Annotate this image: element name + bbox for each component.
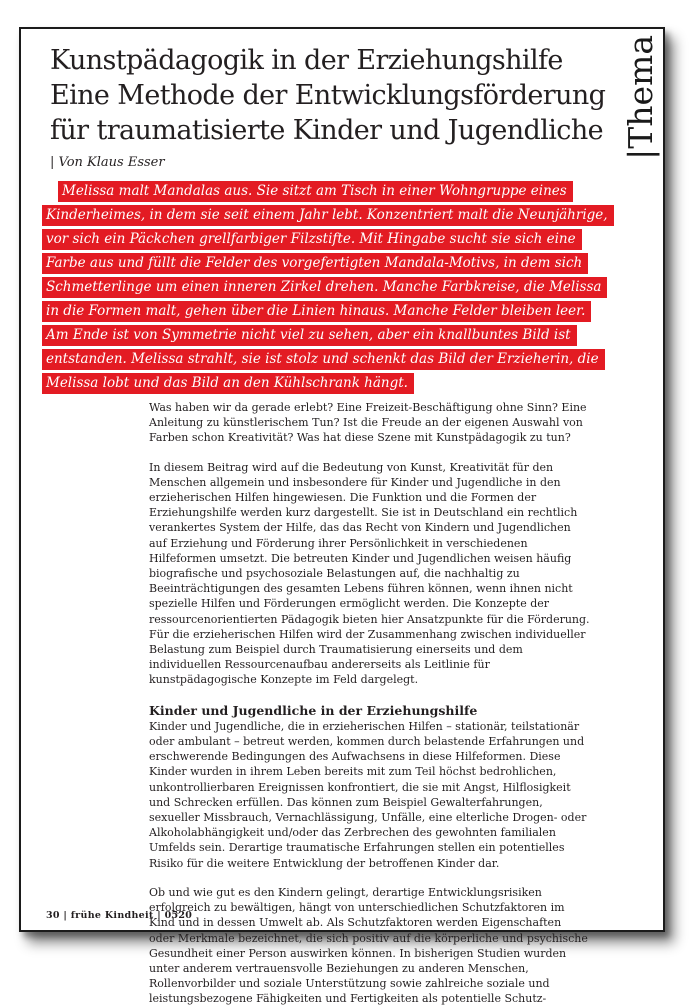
author-byline: | Von Klaus Esser — [50, 155, 165, 170]
title-line-2: Eine Methode der Entwicklungsförderung — [50, 80, 606, 111]
intro-paragraph-2: In diesem Beitrag wird auf die Bedeutung von Kunst, Kreativität für den Menschen allgemein und insbesondere für Kinder und Jugendliche in den erzieherischen Hilfen hingewiesen. Die Funktion und die Formen der Erziehungshilfe werden kurz dargestellt. Sie ist in Deutschland ein rechtlich verankertes System der Hilfe, das das Recht von Kindern und Jugendlichen auf Erziehung und Förderung ihrer Persönlichkeit in verschiedenen Hilfeformen umsetzt. Die betreuten Kinder und Jugendlichen weisen häufig biografische und psychosoziale Belastungen auf, die nachhaltig zu Beeinträchtigungen des gesamten Lebens führen können, wenn ihnen nicht spezielle Hilfen und Förderungen ermöglicht werden. Die Konzepte der ressourcenorientierten Pädagogik bieten hier Ansatzpunkte für die Förderung. Für die erzieherischen Hilfen wird der Zusammenhang zwischen individueller Belastung zum Beispiel durch Traumatisierung einerseits und dem individuellen Ressourcenaufbau andererseits als Leitlinie für kunstpädagogische Konzepte im Feld dargelegt. — [149, 460, 590, 687]
side-label-thema: |Thema — [621, 35, 660, 160]
footer-pagination: 30 | frühe Kindheit | 0520 — [46, 910, 193, 921]
section-heading: Kinder und Jugendliche in der Erziehungshilfe — [149, 702, 478, 718]
masthead — [50, 43, 610, 170]
title-line-3: für traumatisierte Kinder und Jugendliche — [50, 115, 603, 146]
page-title — [50, 43, 610, 148]
body-column — [149, 400, 590, 1006]
magazine-page — [19, 27, 665, 1006]
section-paragraph-2: Ob und wie gut es den Kindern gelingt, derartige Entwicklungsrisiken erfolgreich zu bewältigen, hängt von unterschiedlichen Schutzfaktoren im Kind und in dessen Umwelt ab. Als Schutzfaktoren werden Eigenschaften oder Merkmale bezeichnet, die sich positiv auf die körperliche und psychische Gesundheit einer Person auswirken können. In bisherigen Studien wurden unter anderem vertrauensvolle Beziehungen zu anderen Menschen, Rollenvorbilder und soziale Unterstützung sowie zahlreiche soziale und leistungsbezogene Fähigkeiten und Fertigkeiten als potentielle Schutz- — [149, 885, 588, 1006]
title-line-1: Kunstpädagogik in der Erziehungshilfe — [50, 45, 563, 76]
intro-paragraph-1: Was haben wir da gerade erlebt? Eine Freizeit-Beschäftigung ohne Sinn? Eine Anleitung zu künstlerischem Tun? Ist die Freude an der eigenen Auswahl von Farben schon Kreativität? Was hat diese Szene mit Kunstpädagogik zu tun? — [149, 401, 587, 445]
lead-paragraph-text: Melissa malt Mandalas aus. Sie sitzt am Tisch in einer Wohngruppe eines Kinderheimes, in dem sie seit einem Jahr lebt. Konzentriert malt die Neunjährige, vor sich ein Päckchen grellfarbiger Filzstifte. Mit Hingabe sucht sie sich eine Farbe aus und füllt die Felder des vorgefertigten Mandala-Motivs, in dem sich Schmetterlinge um einen inneren Zirkel drehen. Manche Farbkreise, die Melissa in die Formen malt, gehen über die Linien hinaus. Manche Felder bleiben leer. Am Ende ist von Symmetrie nicht viel zu sehen, aber ein knallbuntes Bild ist entstanden. Melissa strahlt, sie ist stolz und schenkt das Bild der Erzieherin, die Melissa lobt und das Bild an den Kühlschrank hängt. — [42, 181, 614, 394]
lead-paragraph — [42, 179, 610, 395]
section-paragraph-1: Kinder und Jugendliche, die in erzieherischen Hilfen – stationär, teilstationär oder ambulant – betreut werden, kommen durch belastende Erfahrungen und erschwerende Bedingungen des Aufwachsens in diese Hilfeformen. Diese Kinder wurden in ihrem Leben bereits mit zum Teil höchst bedrohlichen, unkontrollierbaren Ereignissen konfrontiert, die sie mit Angst, Hilflosigkeit und Schrecken erfüllen. Das können zum Beispiel Gewalterfahrungen, sexueller Missbrauch, Vernachlässigung, Unfälle, eine elterliche Drogen- oder Alkoholabhängigkeit und/oder das Zerbrechen des gewohnten familialen Umfelds sein. Derartige traumatische Erfahrungen stellen ein potentielles Risiko für die weitere Entwicklung der betroffenen Kinder dar. — [149, 719, 587, 870]
